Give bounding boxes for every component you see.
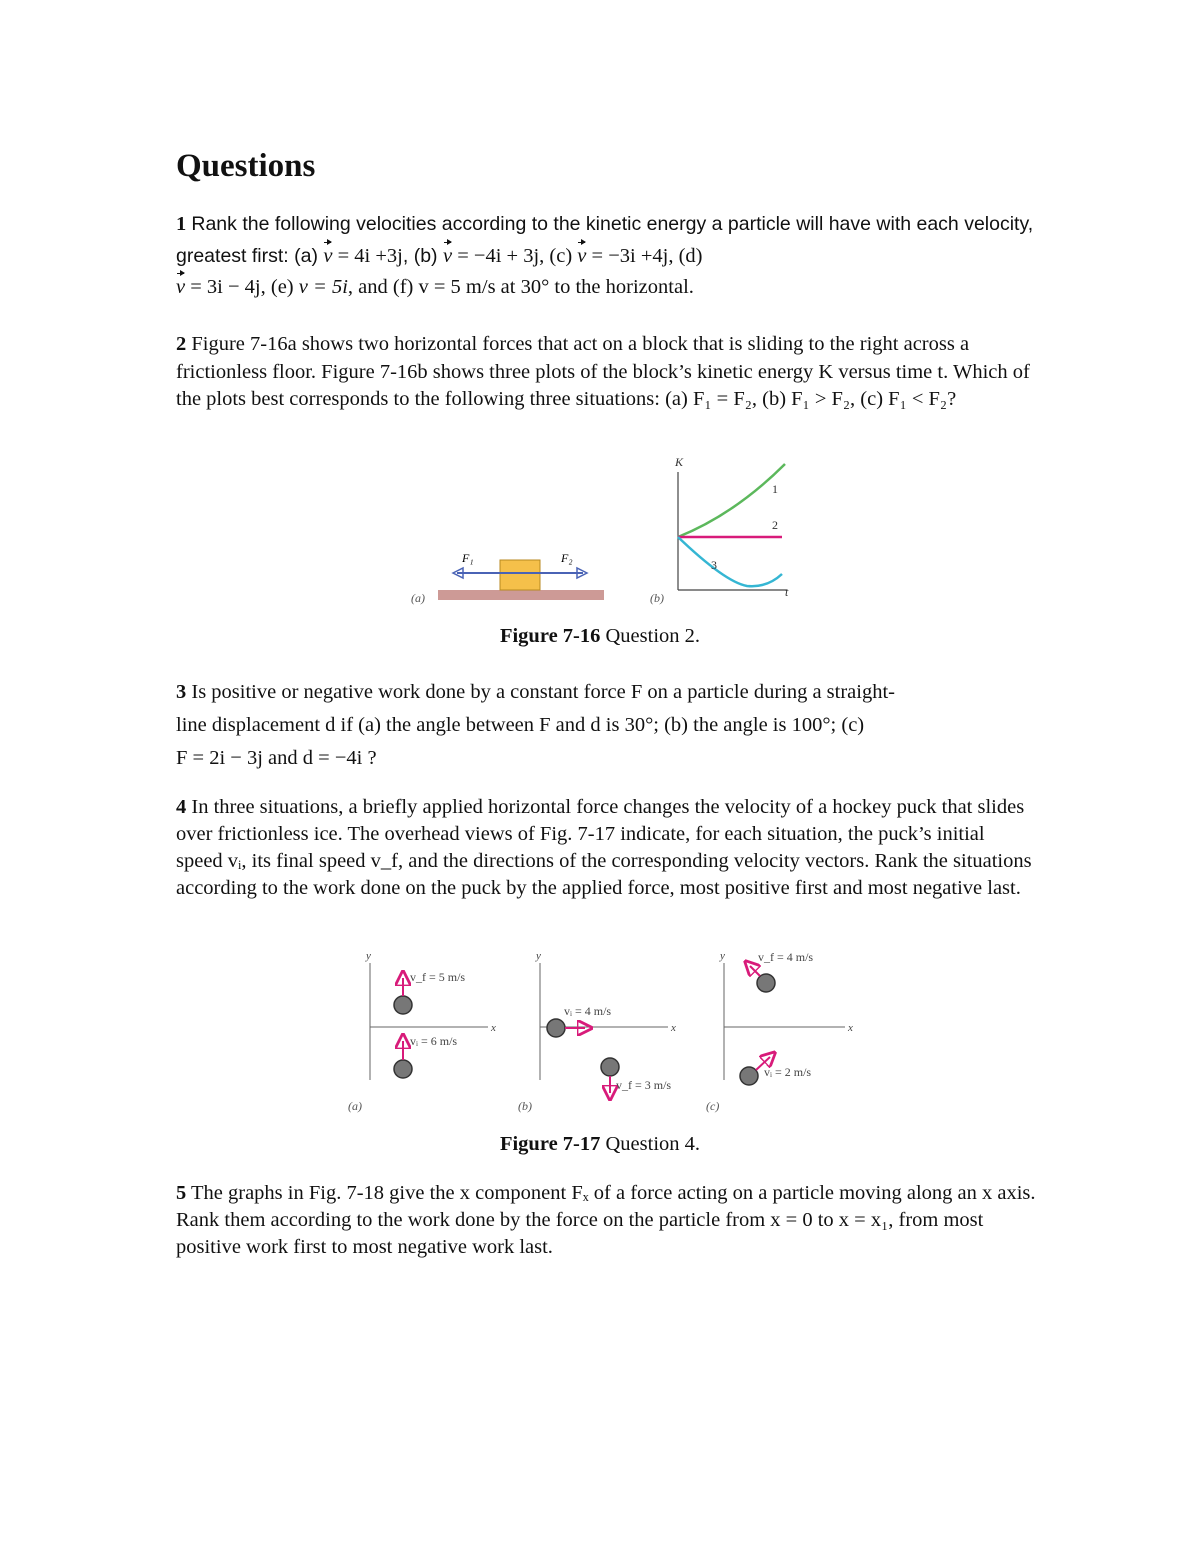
panel-b [518, 950, 676, 1113]
figure-7-16 [395, 452, 815, 612]
velocity-f: , and (f) v = 5 m/s at 30° to the horizontal. [347, 276, 694, 298]
t-axis-label: t [785, 585, 789, 599]
velocity-b: = −4i + 3j [457, 244, 540, 267]
panel-c [706, 950, 853, 1113]
caption-bold: Figure 7-17 [499, 1133, 601, 1155]
velocity-vector-symbol: v [176, 270, 185, 302]
puck-initial [394, 1060, 412, 1078]
curve-3-label: 3 [711, 558, 717, 572]
option-c-label: , (c) [539, 244, 578, 267]
figure-7-17 [340, 945, 870, 1120]
final-speed-label: v_f = 3 m/s [616, 1078, 672, 1092]
velocity-final-arrow [750, 966, 760, 976]
y-axis-label: y [366, 950, 371, 962]
puck-initial [547, 1019, 565, 1037]
question-3 [176, 676, 1036, 775]
velocity-vector-symbol: v [323, 239, 332, 271]
panel-a [348, 950, 496, 1113]
velocity-vector-symbol: v [443, 239, 452, 271]
question-2 [176, 331, 1036, 414]
figure-label-c: (c) [706, 1099, 720, 1113]
question-1-text: Rank the following velocities according to the kinetic energy a particle will have with each velocity, greatest first: (a) [176, 213, 1034, 267]
caption-bold: Figure 7-16 [499, 625, 601, 647]
velocity-a: = 4i +3j [337, 244, 403, 267]
question-number: 4 [176, 796, 187, 818]
x-axis-label: x [848, 1022, 853, 1034]
question-2-text: Figure 7-16a shows two horizontal forces that act on a block that is sliding to the right across a frictionless floor. Figure 7-16b shows three plots of the block’s kinetic energy K versus time t. Which of the plots best corresponds to the following three situations: (a) F₁ = F₂, (b) F₁ > F₂, (c) F₁ < F₂? [176, 333, 1030, 410]
caption-text: Question 2. [600, 625, 701, 647]
question-5 [176, 1180, 1036, 1261]
final-speed-label: v_f = 5 m/s [410, 970, 466, 984]
question-number: 2 [176, 333, 187, 355]
initial-speed-label: vᵢ = 2 m/s [764, 1065, 812, 1079]
curve-1-label: 1 [772, 482, 778, 496]
force-f1-label: F₁ [462, 551, 474, 565]
figure-label-b: (b) [650, 591, 664, 605]
curve-2-label: 2 [772, 518, 778, 532]
block [500, 560, 540, 590]
y-axis-label: y [720, 950, 725, 962]
figure-7-17-caption [0, 1133, 1200, 1156]
question-4-text: In three situations, a briefly applied horizontal force changes the velocity of a hockey puck that slides over frictionless ice. The overhead views of Fig. 7-17 indicate, for each situation, the puck’s initial speed vᵢ, its final speed v_f, and the directions of the corresponding velocity vectors. Rank the situations according to the work done on the puck by the applied force, most positive first and most negative last. [176, 796, 1032, 899]
final-speed-label: v_f = 4 m/s [758, 950, 814, 964]
floor [438, 590, 604, 600]
velocity-d: = 3i − 4j [190, 276, 261, 298]
option-e-label: , (e) [260, 276, 299, 298]
curve-3 [678, 537, 782, 586]
puck-final [757, 974, 775, 992]
caption-text: Question 4. [600, 1133, 701, 1155]
puck-final [394, 996, 412, 1014]
velocity-c: = −3i +4j [591, 244, 669, 267]
question-number: 5 [176, 1182, 187, 1204]
puck-final [601, 1058, 619, 1076]
question-number: 3 [176, 681, 187, 703]
question-3-line-2: line displacement d if (a) the angle between F and d is 30°; (b) the angle is 100°; (c) [176, 714, 865, 736]
force-f2-label: F₂ [561, 551, 573, 565]
figure-label-b: (b) [518, 1099, 532, 1113]
curve-1 [678, 464, 785, 537]
figure-label-a: (a) [411, 591, 425, 605]
question-number: 1 [176, 213, 187, 235]
initial-speed-label: vᵢ = 6 m/s [410, 1034, 458, 1048]
figure-label-a: (a) [348, 1099, 362, 1113]
question-3-line-1: Is positive or negative work done by a constant force F on a particle during a straight- [191, 681, 896, 703]
x-axis-label: x [671, 1022, 676, 1034]
option-b-label: , (b) [402, 244, 443, 267]
question-3-line-3: F = 2i − 3j and d = −4i ? [176, 747, 377, 769]
page-title: Questions [176, 148, 316, 184]
question-4 [176, 794, 1036, 902]
k-axis-label: K [675, 455, 684, 469]
option-d-label: , (d) [668, 244, 703, 267]
question-5-text: The graphs in Fig. 7-18 give the x component Fₓ of a force acting on a particle moving along an x axis. Rank them according to the work done by the force on the particle from x = 0 to x = x₁, from most positive work first to most negative work last. [176, 1182, 1036, 1258]
question-1 [176, 211, 1036, 302]
x-axis-label: x [491, 1022, 496, 1034]
velocity-e: v = 5i [298, 276, 348, 298]
velocity-vector-symbol: v [577, 239, 586, 271]
initial-speed-label: vᵢ = 4 m/s [564, 1004, 612, 1018]
y-axis-label: y [536, 950, 541, 962]
figure-7-16-caption [0, 625, 1200, 648]
puck-initial [740, 1067, 758, 1085]
